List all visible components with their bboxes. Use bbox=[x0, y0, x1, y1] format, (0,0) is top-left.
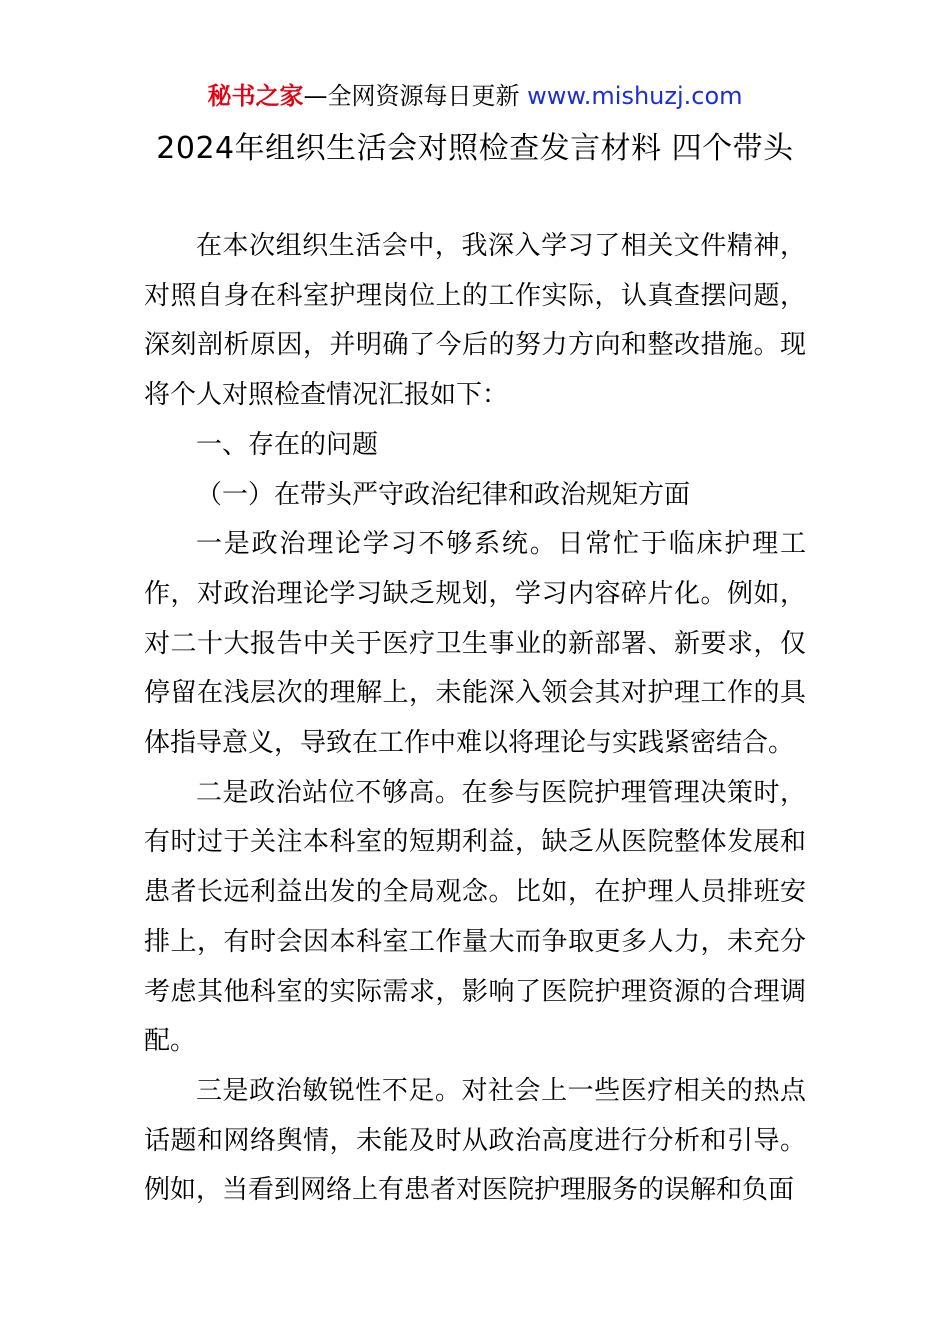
body-paragraph: 三是政治敏锐性不足。对社会上一些医疗相关的热点话题和网络舆情，未能及时从政治高度进行分析和引导。例如，当看到网络上有患者对医院护理服务的误解和负面 bbox=[144, 1075, 806, 1206]
site-url-link[interactable]: www.mishuzj.com bbox=[527, 82, 743, 110]
site-header bbox=[0, 80, 950, 112]
intro-paragraph: 在本次组织生活会中，我深入学习了相关文件精神，对照自身在科室护理岗位上的工作实际，认真查摆问题，深刻剖析原因，并明确了今后的努力方向和整改措施。现将个人对照检查情况汇报如下： bbox=[144, 231, 806, 411]
subsection-heading: （一）在带头严守政治纪律和政治规矩方面 bbox=[196, 479, 691, 510]
document-body bbox=[144, 222, 806, 1216]
section-heading: 一、存在的问题 bbox=[196, 429, 379, 460]
document-title: 2024年组织生活会对照检查发言材料 四个带头 bbox=[156, 131, 794, 166]
brand-name: 秘书之家 bbox=[207, 82, 304, 110]
body-paragraph: 一是政治理论学习不够系统。日常忙于临床护理工作，对政治理论学习缺乏规划，学习内容碎片化。例如，对二十大报告中关于医疗卫生事业的新部署、新要求，仅停留在浅层次的理解上，未能深入领会其对护理工作的具体指导意义，导致在工作中难以将理论与实践紧密结合。 bbox=[144, 529, 806, 759]
header-tagline: —全网资源每日更新 bbox=[303, 82, 520, 110]
body-paragraph: 二是政治站位不够高。在参与医院护理管理决策时，有时过于关注本科室的短期利益，缺乏从医院整体发展和患者长远利益出发的全局观念。比如，在护理人员排班安排上，有时会因本科室工作量大而争取更多人力，未充分考虑其他科室的实际需求，影响了医院护理资源的合理调配。 bbox=[144, 777, 806, 1057]
